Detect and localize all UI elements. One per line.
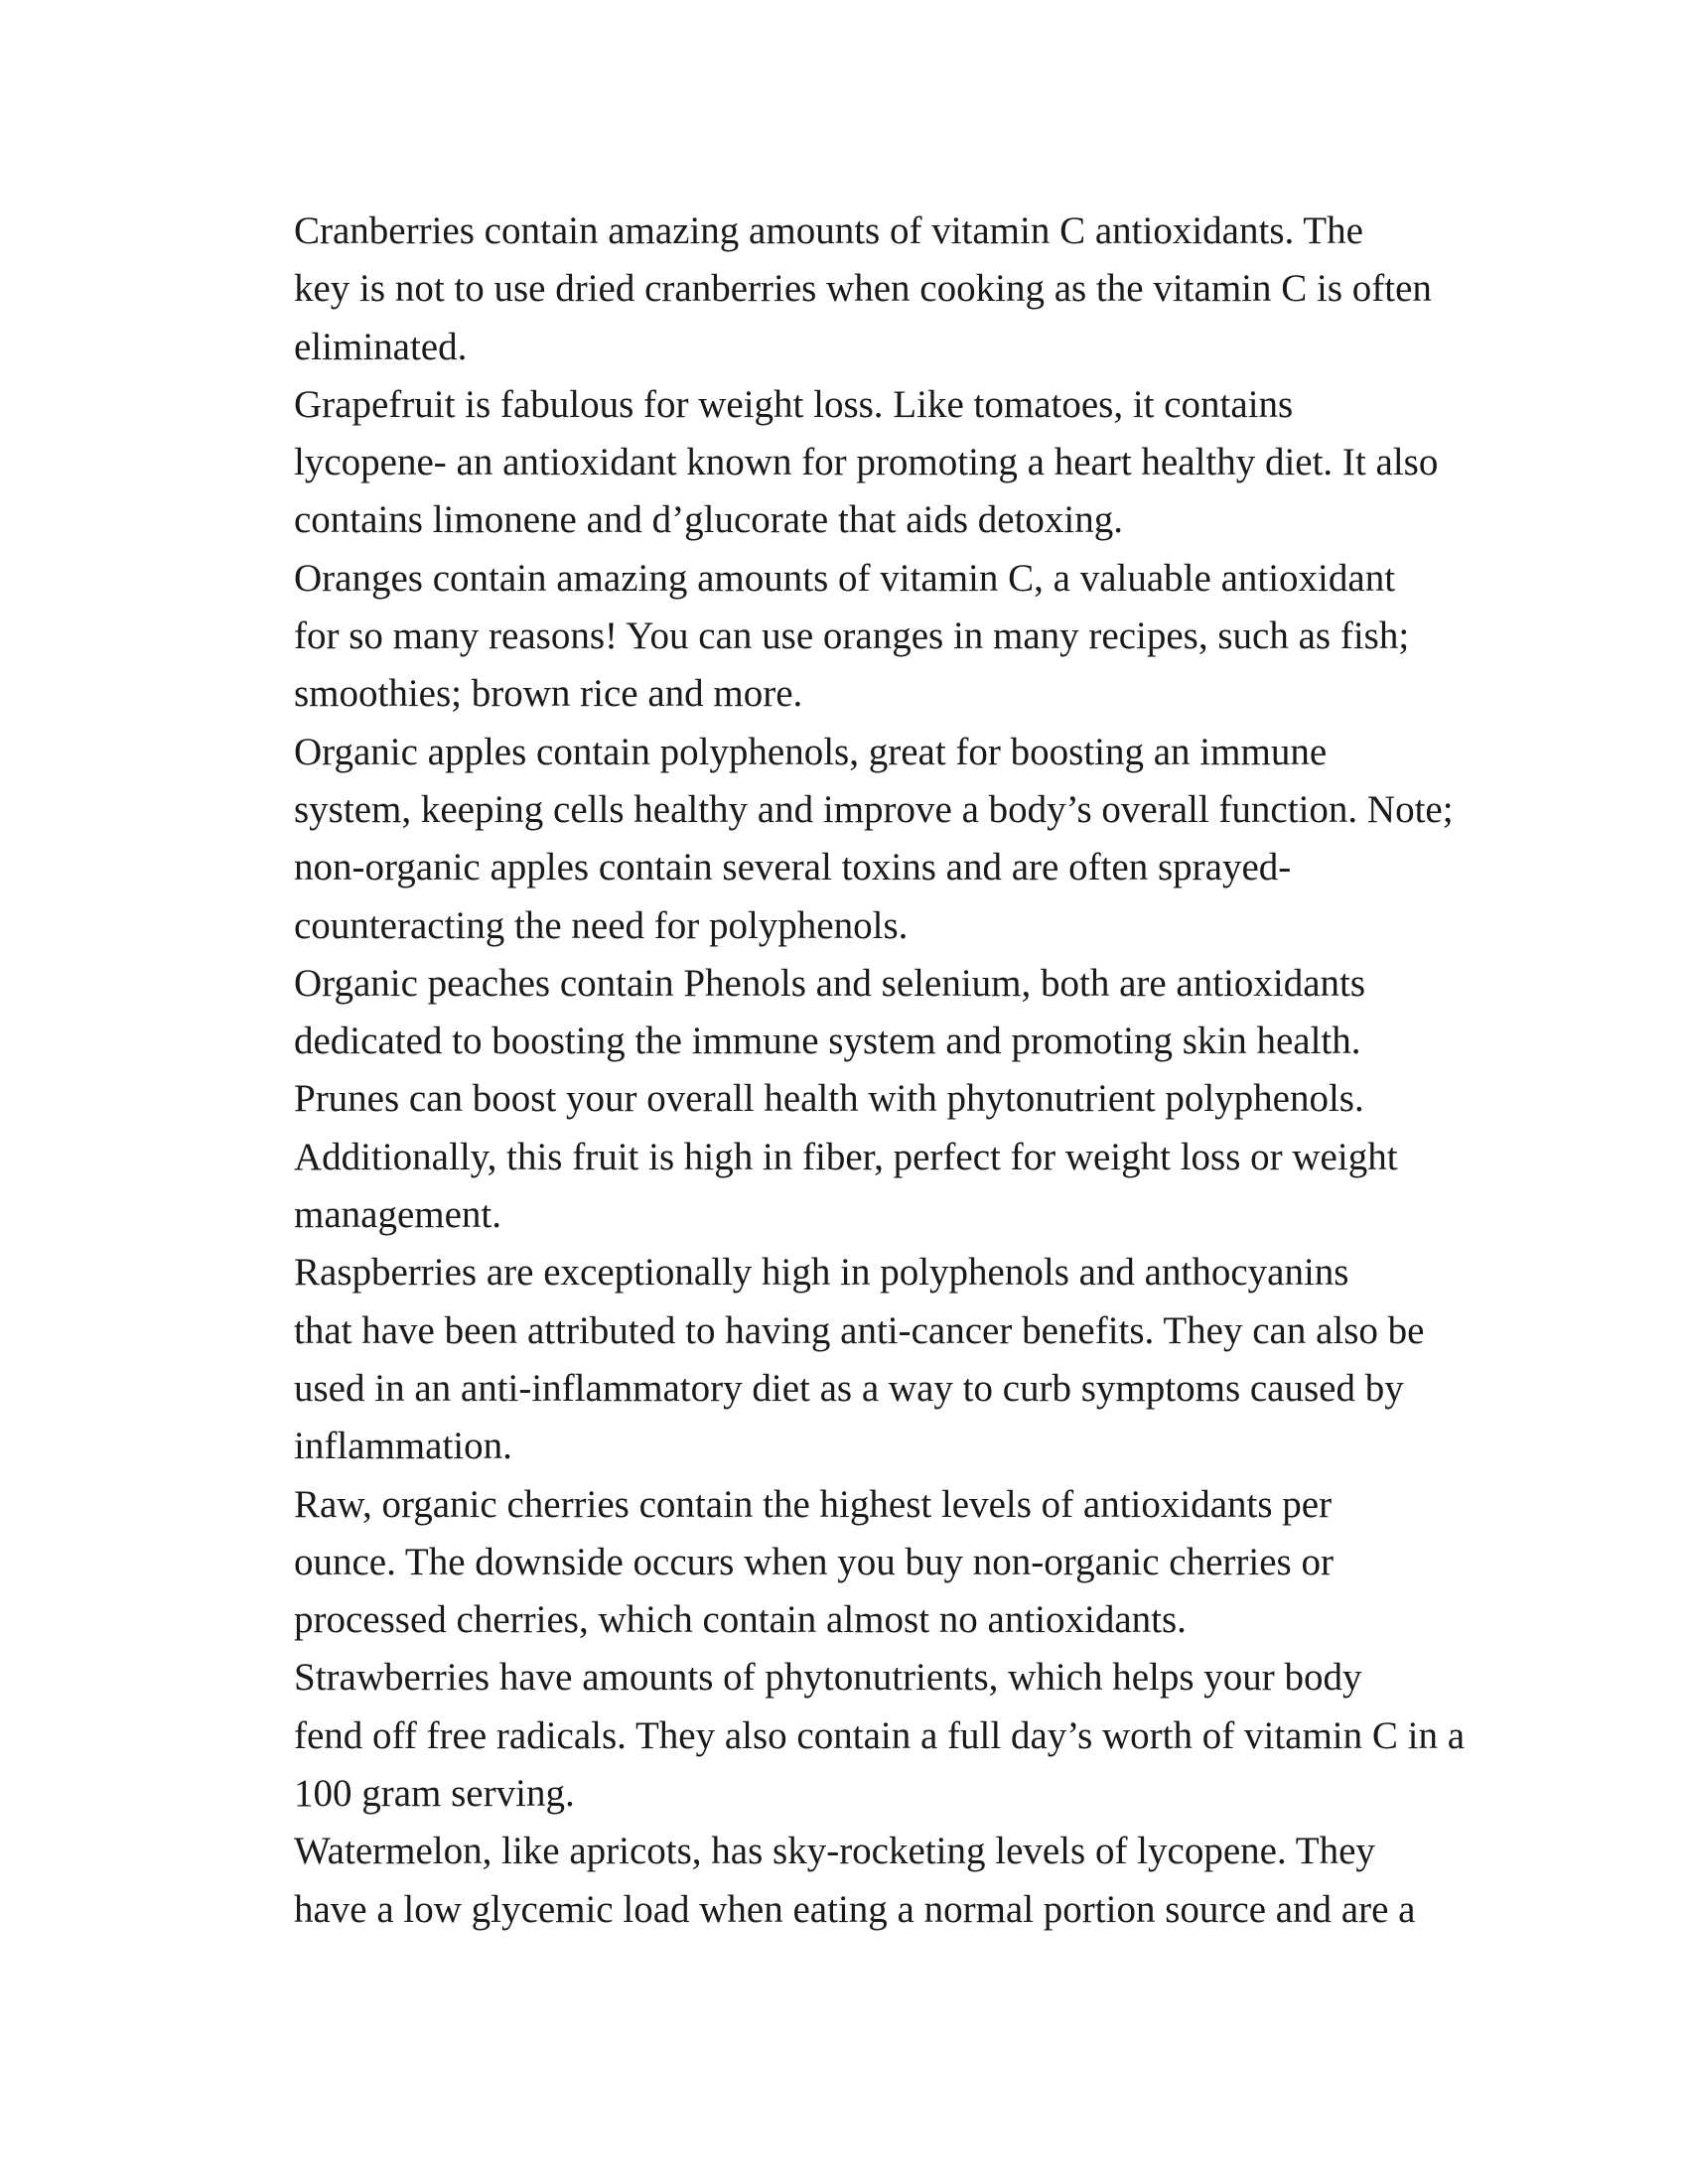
paragraph-cherries <box>211 1476 1491 1650</box>
text-line: Additionally, this fruit is high in fiber, perfect for weight loss or weight <box>294 1135 1398 1178</box>
text-line: Raw, organic cherries contain the highest levels of antioxidants per <box>294 1482 1333 1526</box>
paragraph-peaches <box>211 955 1491 1071</box>
text-line: fend off free radicals. They also contain a full day’s worth of vitamin C in a <box>294 1713 1466 1757</box>
text-line: Watermelon, like apricots, has sky-rocketing levels of lycopene. They <box>294 1830 1375 1873</box>
text-line: used in an anti-inflammatory diet as a way to curb symptoms caused by <box>294 1366 1404 1410</box>
text-line: Prunes can boost your overall health with phytonutrient polyphenols. <box>294 1077 1364 1121</box>
paragraph-apples <box>211 724 1491 955</box>
text-line: key is not to use dried cranberries when cooking as the vitamin C is often <box>294 267 1432 311</box>
text-line: Oranges contain amazing amounts of vitamin C, a valuable antioxidant <box>294 556 1396 600</box>
text-line: Raspberries are exceptionally high in polyphenols and anthocyanins <box>294 1251 1349 1295</box>
text-line: dedicated to boosting the immune system and promoting skin health. <box>294 1020 1361 1063</box>
paragraph-oranges <box>211 550 1491 724</box>
text-line: smoothies; brown rice and more. <box>294 672 803 716</box>
text-line: have a low glycemic load when eating a normal portion source and are a <box>294 1887 1416 1931</box>
text-line: management. <box>294 1193 501 1237</box>
text-line: that have been attributed to having anti-cancer benefits. They can also be <box>294 1308 1425 1352</box>
paragraph-cranberries <box>211 203 1491 376</box>
paragraph-watermelon <box>211 1823 1491 1939</box>
paragraph-grapefruit <box>211 376 1491 550</box>
text-line: Cranberries contain amazing amounts of vitamin C antioxidants. The <box>294 209 1363 252</box>
text-line: system, keeping cells healthy and improve a body’s overall function. Note; <box>294 787 1454 831</box>
paragraph-prunes <box>211 1070 1491 1244</box>
text-line: Organic apples contain polyphenols, great for boosting an immune <box>294 730 1328 773</box>
text-line: processed cherries, which contain almost no antioxidants. <box>294 1598 1187 1642</box>
text-line: non-organic apples contain several toxins and are often sprayed- <box>294 846 1292 889</box>
text-line: Grapefruit is fabulous for weight loss. Like tomatoes, it contains <box>294 382 1294 426</box>
text-line: eliminated. <box>294 325 468 368</box>
text-line: ounce. The downside occurs when you buy non-organic cherries or <box>294 1540 1334 1583</box>
paragraph-strawberries <box>211 1649 1491 1823</box>
text-line: Strawberries have amounts of phytonutrients, which helps your body <box>294 1656 1362 1700</box>
text-line: Organic peaches contain Phenols and selenium, both are antioxidants <box>294 961 1366 1005</box>
body-text <box>211 203 1491 1939</box>
text-line: lycopene- an antioxidant known for promoting a heart healthy diet. It also <box>294 441 1439 484</box>
text-line: inflammation. <box>294 1425 512 1468</box>
text-line: contains limonene and d’glucorate that aids detoxing. <box>294 498 1124 542</box>
text-line: counteracting the need for polyphenols. <box>294 903 909 947</box>
text-line: 100 gram serving. <box>294 1772 575 1816</box>
text-line: for so many reasons! You can use oranges in many recipes, such as fish; <box>294 614 1410 658</box>
paragraph-raspberries <box>211 1244 1491 1475</box>
